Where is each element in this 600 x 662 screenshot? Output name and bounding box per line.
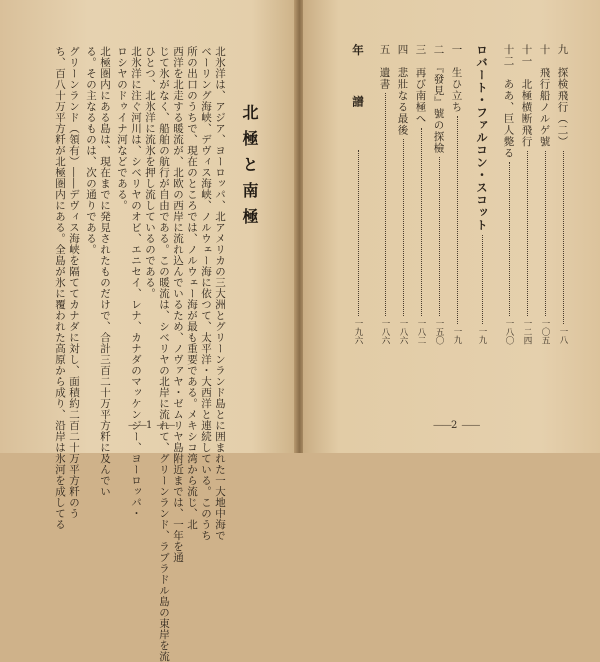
- toc-leader: [385, 93, 386, 316]
- right-page: [303, 0, 600, 453]
- toc-title: 十二 ああ、巨人斃る: [502, 44, 515, 159]
- toc-entry: [414, 44, 428, 344]
- toc-title: 五 遺書: [378, 44, 391, 90]
- toc-leader: [509, 162, 510, 316]
- toc-page-number: 一九: [452, 327, 462, 344]
- body-line: ベーリング海峡、デヴィス海峡、ノルウェー海に依つて、太平洋・大西洋と連続している。このうち: [200, 46, 212, 541]
- body-line: る。その主なるものは、次の通りである。: [85, 46, 97, 255]
- toc-title: ロバート・ファルコン・スコット: [475, 44, 489, 232]
- toc-page-number: 一二四: [522, 318, 532, 344]
- toc-page-number: 一八二: [416, 318, 426, 344]
- page-number: —— 1 ——: [128, 420, 174, 431]
- toc-title: 十一 北極横断飛行: [520, 44, 533, 148]
- body-line: ロシヤのドゥイナ河などである。: [116, 46, 128, 211]
- toc-title: 四 悲壯なる最後: [396, 44, 409, 136]
- toc-leader: [482, 235, 483, 325]
- body-line: ち、百八十万平方粁が北極圏内にある。全島が氷に覆われた高原から成り、沿岸は氷河を成してる: [54, 46, 66, 530]
- toc-page-number: 一〇五: [540, 318, 550, 344]
- body-line: 北氷洋に注ぐ河川は、シベリヤのオビ、エニセイ、レナ、カナダのマッケンジー、ヨーロッパ・: [130, 46, 142, 519]
- toc-entry: [378, 44, 392, 344]
- body-line: グリーンランド（領有）――デヴィス海峡を隔ててカナダに対し、面積約二百二十万平方粁のう: [68, 46, 80, 519]
- toc-entry: [556, 44, 570, 344]
- body-line: 西洋を北走する暖流が、北欧の西岸に流れ込んでいるため、ノヴァヤ・ゼムリヤ島附近までは、一年を通: [172, 46, 184, 563]
- toc-entry: [396, 44, 410, 344]
- toc-entry: [538, 44, 552, 344]
- toc-entry: [351, 44, 365, 344]
- toc-entry: [432, 44, 446, 344]
- toc-page-number: 一八: [558, 327, 568, 344]
- chapter-title: 北極と南極: [240, 104, 259, 234]
- toc-leader: [545, 151, 546, 316]
- toc-title: 三 再び南極へ: [414, 44, 427, 125]
- body-line: 所の出口のうちで、現在のところでは、ノルウェー海が最も重要である。メキシコ湾から流じ、北: [186, 46, 198, 530]
- toc-page-number: 一五〇: [434, 318, 444, 344]
- toc-entry: [450, 44, 464, 344]
- toc-leader: [527, 151, 528, 316]
- toc-leader: [421, 128, 422, 316]
- body-line: ひとつ、北氷洋に流氷を押し流しているのである。: [144, 46, 156, 299]
- body-line: じて氷がなく、船舶の航行が自由である。この暖流は、シベリヤの北岸に流れて、グリーンランド、ラブラドル島の東岸を流: [158, 46, 170, 662]
- left-page: [0, 0, 296, 662]
- toc-title: 年譜: [351, 44, 365, 147]
- toc-page-number: 一八六: [398, 318, 408, 344]
- toc-leader: [358, 150, 359, 316]
- toc-entry: [520, 44, 534, 344]
- toc-page-number: 一九六: [353, 318, 363, 344]
- toc-leader: [457, 116, 458, 324]
- toc-title: 九 探検飛行（二）: [556, 44, 569, 148]
- toc-leader: [439, 157, 440, 316]
- toc-title: 十 飛行船ノルゲ號: [538, 44, 551, 148]
- toc-page-number: 一九: [477, 327, 487, 344]
- toc-title: 二 『發見』號の探檢: [432, 44, 445, 154]
- toc-title: 一 生ひ立ち: [450, 44, 463, 113]
- body-line: 北極圏内にある島は、現在までに発見されたものだけで、合計三百二十万平方粁に及んでい: [99, 46, 111, 497]
- toc-entry: [475, 44, 489, 344]
- toc-page-number: 一八六: [380, 318, 390, 344]
- toc-entry: [502, 44, 516, 344]
- toc-page-number: 一八〇: [504, 318, 514, 344]
- toc-leader: [563, 151, 564, 325]
- page-number: —— 2 ——: [433, 420, 479, 431]
- body-line: 北氷洋は、アジア、ヨーロッパ、北アメリカの三大洲とグリーンランド島とに囲まれた一大地中海で: [214, 46, 226, 541]
- toc-leader: [403, 139, 404, 316]
